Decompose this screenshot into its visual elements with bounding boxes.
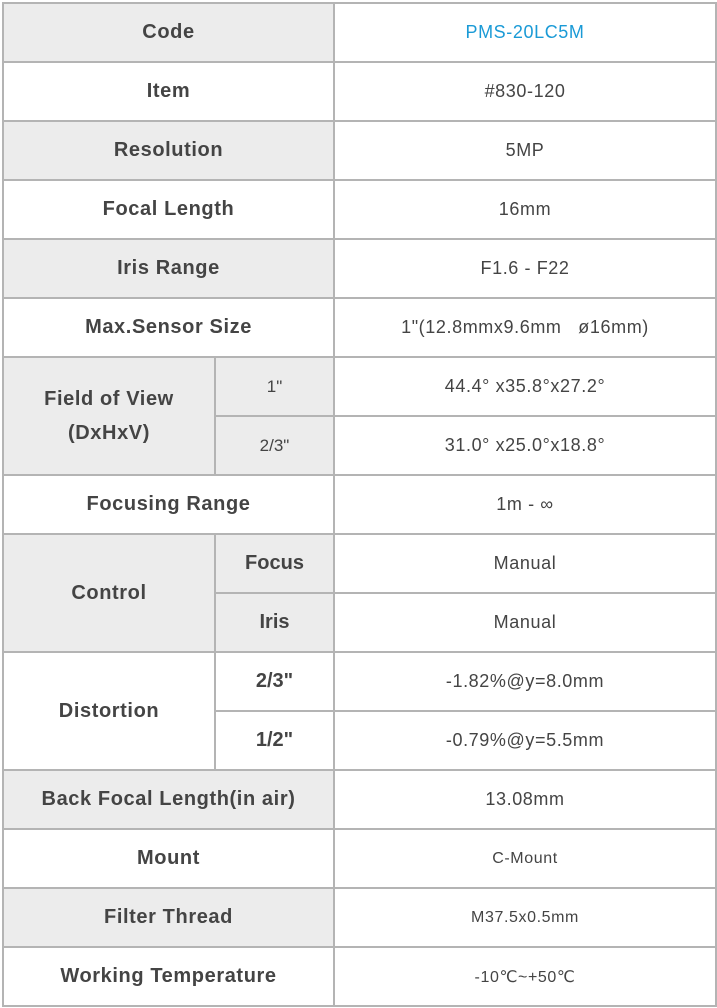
mount-value: C-Mount bbox=[334, 829, 716, 888]
focusing-range-value: 1m - ∞ bbox=[334, 475, 716, 534]
distortion-value: -1.82%@y=8.0mm bbox=[334, 652, 716, 711]
table-row bbox=[3, 475, 716, 534]
fov-label-line1: Field of View bbox=[44, 388, 174, 410]
fov-sub-label: 2/3" bbox=[215, 416, 334, 475]
table-row bbox=[3, 652, 716, 711]
distortion-sub-label: 1/2" bbox=[215, 711, 334, 770]
control-sub-label: Focus bbox=[215, 534, 334, 593]
code-label: Code bbox=[3, 3, 334, 62]
max-sensor-label: Max.Sensor Size bbox=[3, 298, 334, 357]
fov-label-text bbox=[44, 382, 174, 450]
fov-label-line2: (DxHxV) bbox=[68, 422, 150, 444]
table-row bbox=[3, 121, 716, 180]
distortion-label: Distortion bbox=[3, 652, 215, 770]
focal-length-value: 16mm bbox=[334, 180, 716, 239]
fov-value: 31.0° x25.0°x18.8° bbox=[334, 416, 716, 475]
mount-label: Mount bbox=[3, 829, 334, 888]
control-value: Manual bbox=[334, 534, 716, 593]
filter-thread-value: M37.5x0.5mm bbox=[334, 888, 716, 947]
table-row bbox=[3, 239, 716, 298]
item-label: Item bbox=[3, 62, 334, 121]
item-value: #830-120 bbox=[334, 62, 716, 121]
fov-label bbox=[3, 357, 215, 475]
iris-range-label: Iris Range bbox=[3, 239, 334, 298]
table-row bbox=[3, 829, 716, 888]
filter-thread-label: Filter Thread bbox=[3, 888, 334, 947]
fov-sub-label: 1" bbox=[215, 357, 334, 416]
resolution-value: 5MP bbox=[334, 121, 716, 180]
iris-range-value: F1.6 - F22 bbox=[334, 239, 716, 298]
focal-length-label: Focal Length bbox=[3, 180, 334, 239]
working-temp-value: -10℃~+50℃ bbox=[334, 947, 716, 1006]
table-row bbox=[3, 357, 716, 416]
fov-value: 44.4° x35.8°x27.2° bbox=[334, 357, 716, 416]
distortion-sub-label: 2/3" bbox=[215, 652, 334, 711]
code-value: PMS-20LC5M bbox=[334, 3, 716, 62]
resolution-label: Resolution bbox=[3, 121, 334, 180]
spec-table bbox=[2, 2, 717, 1007]
distortion-value: -0.79%@y=5.5mm bbox=[334, 711, 716, 770]
back-focal-value: 13.08mm bbox=[334, 770, 716, 829]
control-label: Control bbox=[3, 534, 215, 652]
table-row bbox=[3, 888, 716, 947]
table-row bbox=[3, 62, 716, 121]
control-value: Manual bbox=[334, 593, 716, 652]
working-temp-label: Working Temperature bbox=[3, 947, 334, 1006]
table-row bbox=[3, 180, 716, 239]
table-row bbox=[3, 770, 716, 829]
table-row bbox=[3, 534, 716, 593]
control-sub-label: Iris bbox=[215, 593, 334, 652]
back-focal-label: Back Focal Length(in air) bbox=[3, 770, 334, 829]
focusing-range-label: Focusing Range bbox=[3, 475, 334, 534]
table-row bbox=[3, 947, 716, 1006]
max-sensor-value: 1"(12.8mmx9.6mm ø16mm) bbox=[334, 298, 716, 357]
table-row bbox=[3, 3, 716, 62]
table-row bbox=[3, 298, 716, 357]
